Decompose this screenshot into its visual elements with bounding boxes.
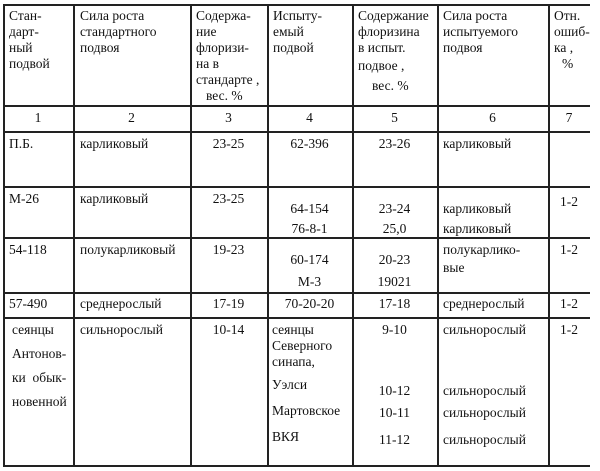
relative-error: 1-2	[560, 194, 578, 209]
test-rootstock: сеянцы	[272, 322, 314, 337]
header-line: Содержание	[358, 8, 429, 23]
test-vigor: карликовый	[443, 201, 512, 216]
column-number: 2	[128, 110, 135, 125]
header-line: стандартного	[80, 24, 157, 39]
test-phloridzin: 17-18	[378, 296, 411, 311]
row-divider	[3, 237, 590, 239]
test-phloridzin: 23-26	[378, 136, 411, 151]
table-border-left	[3, 4, 5, 466]
standard-vigor: карликовый	[80, 136, 149, 151]
header-line: ка ,	[554, 40, 574, 55]
header-test-vigor	[443, 8, 547, 56]
row-divider	[3, 186, 590, 188]
relative-error: 1-2	[560, 322, 578, 337]
header-line: подвоя	[80, 40, 120, 55]
column-number-divider	[3, 131, 590, 133]
header-line: %	[562, 56, 574, 71]
header-line: в испыт.	[358, 40, 406, 55]
test-vigor: сильнорослый	[443, 405, 526, 420]
row-divider	[3, 317, 590, 319]
test-rootstock: 64-154	[290, 201, 329, 216]
header-line: Отн.	[554, 8, 581, 23]
column-number: 5	[391, 110, 398, 125]
header-line: стандарте ,	[196, 72, 260, 87]
standard-phloridzin: 17-19	[212, 296, 245, 311]
standard-vigor: карликовый	[80, 191, 149, 206]
column-number: 1	[34, 110, 42, 125]
test-vigor: сильнорослый	[443, 322, 526, 337]
column-number: 6	[489, 110, 496, 125]
header-line: дарт-	[9, 24, 39, 39]
test-vigor: карликовый	[443, 136, 512, 151]
test-rootstock: 70-20-20	[284, 296, 335, 311]
header-line: Испыту-	[273, 8, 323, 23]
test-rootstock: синапа,	[272, 354, 315, 369]
standard-rootstock	[12, 322, 72, 418]
table-border-bottom	[3, 465, 590, 467]
test-rootstock: ВКЯ	[272, 429, 300, 444]
header-line: ошиб-	[554, 24, 590, 39]
test-phloridzin: 23-24	[378, 201, 411, 216]
test-phloridzin: 10-11	[379, 405, 410, 420]
standard-rootstock-line: новенной	[12, 394, 67, 409]
column-divider	[548, 4, 550, 466]
standard-phloridzin: 23-25	[212, 191, 245, 206]
column-number: 3	[225, 110, 232, 125]
header-standard-vigor	[80, 8, 188, 56]
test-vigor: карликовый	[443, 221, 512, 236]
test-phloridzin: 25,0	[382, 221, 407, 236]
relative-error: 1-2	[560, 296, 578, 311]
test-vigor: вые	[443, 260, 465, 275]
row-divider	[3, 292, 590, 294]
header-line: емый	[273, 24, 304, 39]
header-line: ный	[9, 40, 33, 55]
test-phloridzin: 19021	[377, 274, 412, 289]
header-line: подвоя	[443, 40, 483, 55]
test-rootstock: 62-396	[290, 136, 329, 151]
header-line: вес. %	[372, 78, 409, 93]
test-vigor: сильнорослый	[443, 432, 526, 447]
standard-phloridzin: 10-14	[212, 322, 245, 337]
test-rootstock: 76-8-1	[291, 221, 328, 236]
standard-phloridzin: 23-25	[212, 136, 245, 151]
header-line: ние	[196, 24, 217, 39]
header-line: флоризи-	[196, 40, 249, 55]
standard-rootstock: 54-118	[9, 242, 47, 257]
column-number: 4	[306, 110, 313, 125]
header-line: Стан-	[9, 8, 42, 23]
test-phloridzin: 11-12	[379, 432, 410, 447]
standard-phloridzin: 19-23	[212, 242, 245, 257]
standard-rootstock-line: Антонов-	[12, 346, 67, 361]
test-rootstock: М-3	[297, 274, 322, 289]
relative-error: 1-2	[560, 242, 578, 257]
standard-rootstock: 57-490	[9, 296, 48, 311]
test-phloridzin: 9-10	[382, 322, 407, 337]
standard-rootstock: М-26	[9, 191, 39, 206]
test-vigor: полукарлико-	[443, 242, 521, 257]
phloridzin-comparison-table	[3, 4, 590, 465]
test-vigor: сильнорослый	[443, 383, 526, 398]
header-divider	[3, 105, 590, 107]
standard-vigor: среднерослый	[80, 296, 162, 311]
standard-rootstock-line: сеянцы	[12, 322, 54, 337]
test-vigor: среднерослый	[443, 296, 525, 311]
header-line: вес. %	[206, 88, 243, 103]
table-border-top	[3, 4, 590, 6]
header-line: Сила роста	[80, 8, 145, 23]
column-divider	[190, 4, 192, 466]
standard-vigor: сильнорослый	[80, 322, 163, 337]
standard-rootstock-line: ки обык-	[12, 370, 67, 385]
standard-rootstock: П.Б.	[9, 136, 34, 151]
header-test-phloridzin	[358, 8, 438, 94]
column-number: 7	[565, 110, 573, 125]
header-line: подвой	[273, 40, 314, 55]
header-line: Содержа-	[196, 8, 251, 23]
header-standard-phloridzin	[196, 8, 268, 104]
test-rootstock: Северного	[272, 338, 333, 353]
header-test-rootstock	[273, 8, 351, 56]
header-line: Сила роста	[443, 8, 508, 23]
standard-vigor: полукарликовый	[80, 242, 176, 257]
test-rootstock: Мартовское	[272, 403, 341, 418]
test-phloridzin: 10-12	[378, 383, 411, 398]
header-line: подвой	[9, 56, 50, 71]
column-divider	[73, 4, 75, 466]
header-line: флоризина	[358, 24, 420, 39]
header-line: на в	[196, 56, 219, 71]
test-phloridzin: 20-23	[378, 252, 411, 267]
header-relative-error	[554, 8, 594, 72]
header-standard-rootstock	[9, 8, 71, 72]
header-line: подвое ,	[358, 58, 405, 73]
test-rootstock: Уэлси	[272, 377, 308, 392]
test-rootstock: 60-174	[290, 252, 329, 267]
header-line: испытуемого	[443, 24, 519, 39]
